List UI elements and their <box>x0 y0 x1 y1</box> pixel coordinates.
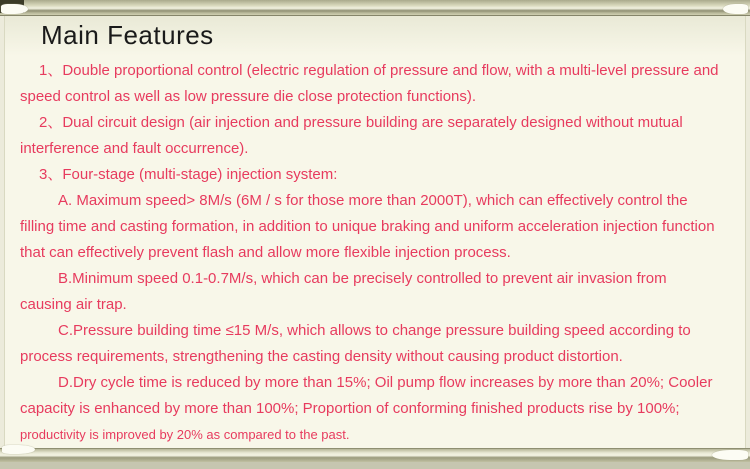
feature-line: B.Minimum speed 0.1-0.7M/s, which can be precisely controlled to prevent air invasion from <box>58 270 667 287</box>
leaf-ornament-bottom-left <box>2 445 35 454</box>
page-title: Main Features <box>41 20 214 50</box>
feature-line: productivity is improved by 20% as compared to the past. <box>20 427 350 442</box>
feature-line: A. Maximum speed> 8M/s (6M / s for those more than 2000T), which can effectively control the <box>58 192 688 209</box>
feature-line: that can effectively prevent flash and allow more flexible injection process. <box>20 244 511 261</box>
feature-line: 1、Double proportional control (electric regulation of pressure and flow, with a multi-level pressure and <box>39 62 719 79</box>
feature-line: filling time and casting formation, in addition to unique braking and uniform acceleration injection function <box>20 218 715 235</box>
bottom-border-band <box>0 448 750 462</box>
leaf-ornament-bottom-right <box>712 450 748 460</box>
feature-line: capacity is enhanced by more than 100%; Proportion of conforming finished products rise by 100%; <box>20 400 680 417</box>
feature-line: speed control as well as low pressure die close protection functions). <box>20 88 477 105</box>
bottom-edge-strip <box>0 462 750 469</box>
feature-line: C.Pressure building time ≤15 M/s, which allows to change pressure building speed according to <box>58 322 691 339</box>
feature-line: process requirements, strengthening the casting density without causing product distortion. <box>20 348 623 365</box>
top-border-band <box>0 0 750 16</box>
feature-line: causing air trap. <box>20 296 127 313</box>
feature-lines <box>20 58 719 448</box>
feature-line: 3、Four-stage (multi-stage) injection system: <box>39 166 338 183</box>
feature-line: D.Dry cycle time is reduced by more than 15%; Oil pump flow increases by more than 20%; Cooler <box>58 374 713 391</box>
leaf-ornament-top-right <box>723 4 748 14</box>
content-panel <box>4 16 746 448</box>
leaf-ornament-top-left <box>1 4 28 14</box>
feature-line: 2、Dual circuit design (air injection and pressure building are separately designed without mutual <box>39 114 683 131</box>
feature-line: interference and fault occurrence). <box>20 140 249 157</box>
